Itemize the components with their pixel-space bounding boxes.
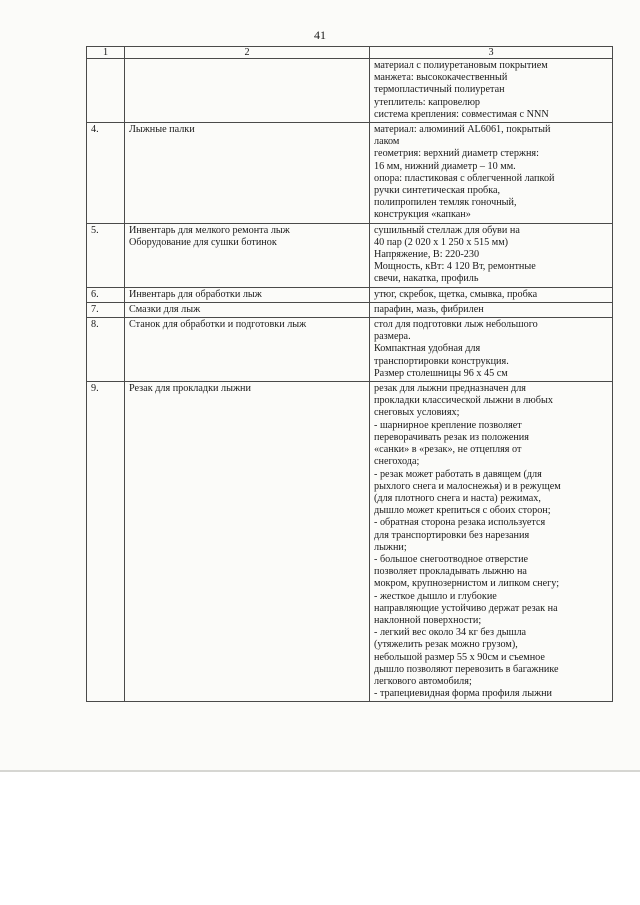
description-line: небольшой размер 55 х 90см и съемное	[374, 651, 545, 663]
description-line: (утяжелить резак можно грузом),	[374, 639, 518, 651]
description-line: транспортировки конструкция.	[374, 355, 509, 367]
description-line: система крепления: совместимая с NNN	[374, 108, 549, 120]
description-line: геометрия: верхний диаметр стержня:	[374, 148, 539, 160]
description-line: «санки» в «резак», не отцепляя от	[374, 444, 522, 456]
row-number: 8.	[87, 318, 125, 382]
description-line: ручки синтетическая пробка,	[374, 185, 501, 197]
description-line: Размер столешницы 96 х 45 см	[374, 367, 508, 379]
description-line: - шарнирное крепление позволяет	[374, 419, 522, 431]
item-name: Оборудование для сушки ботинок	[129, 236, 277, 248]
description-line: наклонной поверхности;	[374, 614, 482, 626]
description-line: размера.	[374, 331, 411, 343]
item-name: Инвентарь для обработки лыж	[129, 288, 262, 300]
description-line: - легкий вес около 34 кг без дышла	[374, 627, 527, 639]
description-line: переворачивать резак из положения	[374, 431, 529, 443]
item-name-cell	[125, 59, 370, 123]
description-line: рыхлого снега и малоснежья) и в режущем	[374, 480, 561, 492]
table-row	[87, 223, 613, 287]
description-line: резак для лыжни предназначен для	[374, 383, 526, 395]
table-row	[87, 59, 613, 123]
item-description-cell	[370, 318, 613, 382]
description-line: (для плотного снега и наста) режимах,	[374, 492, 541, 504]
table-row	[87, 123, 613, 224]
description-line: легкового автомобиля;	[374, 675, 472, 687]
description-line: утеплитель: капровелюр	[374, 96, 481, 108]
description-line: - резак может работать в давящем (для	[374, 468, 542, 480]
description-line: мокром, крупнозернистом и липком снегу;	[374, 578, 560, 590]
description-line: - жесткое дышло и глубокие	[374, 590, 497, 602]
description-line: утюг, скребок, щетка, смывка, пробка	[374, 288, 538, 300]
description-line: Мощность, кВт: 4 120 Вт, ремонтные	[374, 261, 536, 273]
table-row	[87, 318, 613, 382]
row-number: 9.	[87, 382, 125, 702]
description-line: снегохода;	[374, 456, 420, 468]
description-line: опора: пластиковая с облегченной лапкой	[374, 172, 555, 184]
description-line: прокладки классической лыжни в любых	[374, 395, 553, 407]
description-line: парафин, мазь, фибрилен	[374, 303, 484, 315]
page-edge	[0, 770, 640, 772]
row-number: 4.	[87, 123, 125, 224]
table-row	[87, 287, 613, 302]
description-line: лыжни;	[374, 541, 407, 553]
item-description-cell	[370, 59, 613, 123]
description-line: - обратная сторона резака используется	[374, 517, 546, 529]
description-line: - трапециевидная форма профиля лыжни	[374, 688, 553, 700]
description-line: сушильный стеллаж для обуви на	[374, 224, 520, 236]
description-line: конструкция «капкан»	[374, 209, 471, 221]
item-name: Смазки для лыж	[129, 303, 201, 315]
item-description-cell	[370, 287, 613, 302]
table-row	[87, 302, 613, 317]
description-line: 16 мм, нижний диаметр – 10 мм.	[374, 160, 516, 172]
item-name: Инвентарь для мелкого ремонта лыж	[129, 224, 290, 236]
description-line: 40 пар (2 020 х 1 250 х 515 мм)	[374, 236, 509, 248]
description-line: лаком	[374, 136, 400, 148]
column-header: 3	[370, 47, 613, 59]
equipment-table	[86, 46, 613, 702]
item-description-cell	[370, 123, 613, 224]
description-line: Напряжение, В: 220-230	[374, 249, 480, 261]
row-number: 7.	[87, 302, 125, 317]
item-name: Резак для прокладки лыжни	[129, 383, 251, 395]
description-line: свечи, накатка, профиль	[374, 273, 479, 285]
page-number: 41	[314, 28, 326, 42]
description-line: снеговых условиях;	[374, 407, 460, 419]
row-number	[87, 59, 125, 123]
column-header: 1	[87, 47, 125, 59]
description-line: Компактная удобная для	[374, 343, 481, 355]
description-line: стол для подготовки лыж небольшого	[374, 319, 538, 331]
table-row	[87, 382, 613, 702]
item-name-cell	[125, 223, 370, 287]
description-line: термопластичный полиуретан	[374, 84, 505, 96]
description-line: дышло может крепиться с обоих сторон;	[374, 505, 551, 517]
item-name-cell	[125, 318, 370, 382]
item-name: Лыжные палки	[129, 124, 195, 136]
table-header-row	[87, 47, 613, 59]
item-description-cell	[370, 223, 613, 287]
description-line: - большое снегоотводное отверстие	[374, 553, 529, 565]
item-description-cell	[370, 382, 613, 702]
column-header: 2	[125, 47, 370, 59]
row-number: 5.	[87, 223, 125, 287]
item-description-cell	[370, 302, 613, 317]
description-line: манжета: высококачественный	[374, 72, 508, 84]
description-line: дышло позволяют перевозить в багажнике	[374, 663, 559, 675]
row-number: 6.	[87, 287, 125, 302]
item-name-cell	[125, 123, 370, 224]
item-name: Станок для обработки и подготовки лыж	[129, 319, 307, 331]
item-name-cell	[125, 302, 370, 317]
item-name-cell	[125, 382, 370, 702]
description-line: материал с полиуретановым покрытием	[374, 60, 548, 71]
description-line: материал: алюминий AL6061, покрытый	[374, 124, 551, 136]
item-name-cell	[125, 287, 370, 302]
description-line: направляющие устойчиво держат резак на	[374, 602, 558, 614]
description-line: для транспортировки без нарезания	[374, 529, 530, 541]
description-line: полипропилен темляк гоночный,	[374, 197, 517, 209]
description-line: позволяет прокладывать лыжню на	[374, 566, 527, 578]
